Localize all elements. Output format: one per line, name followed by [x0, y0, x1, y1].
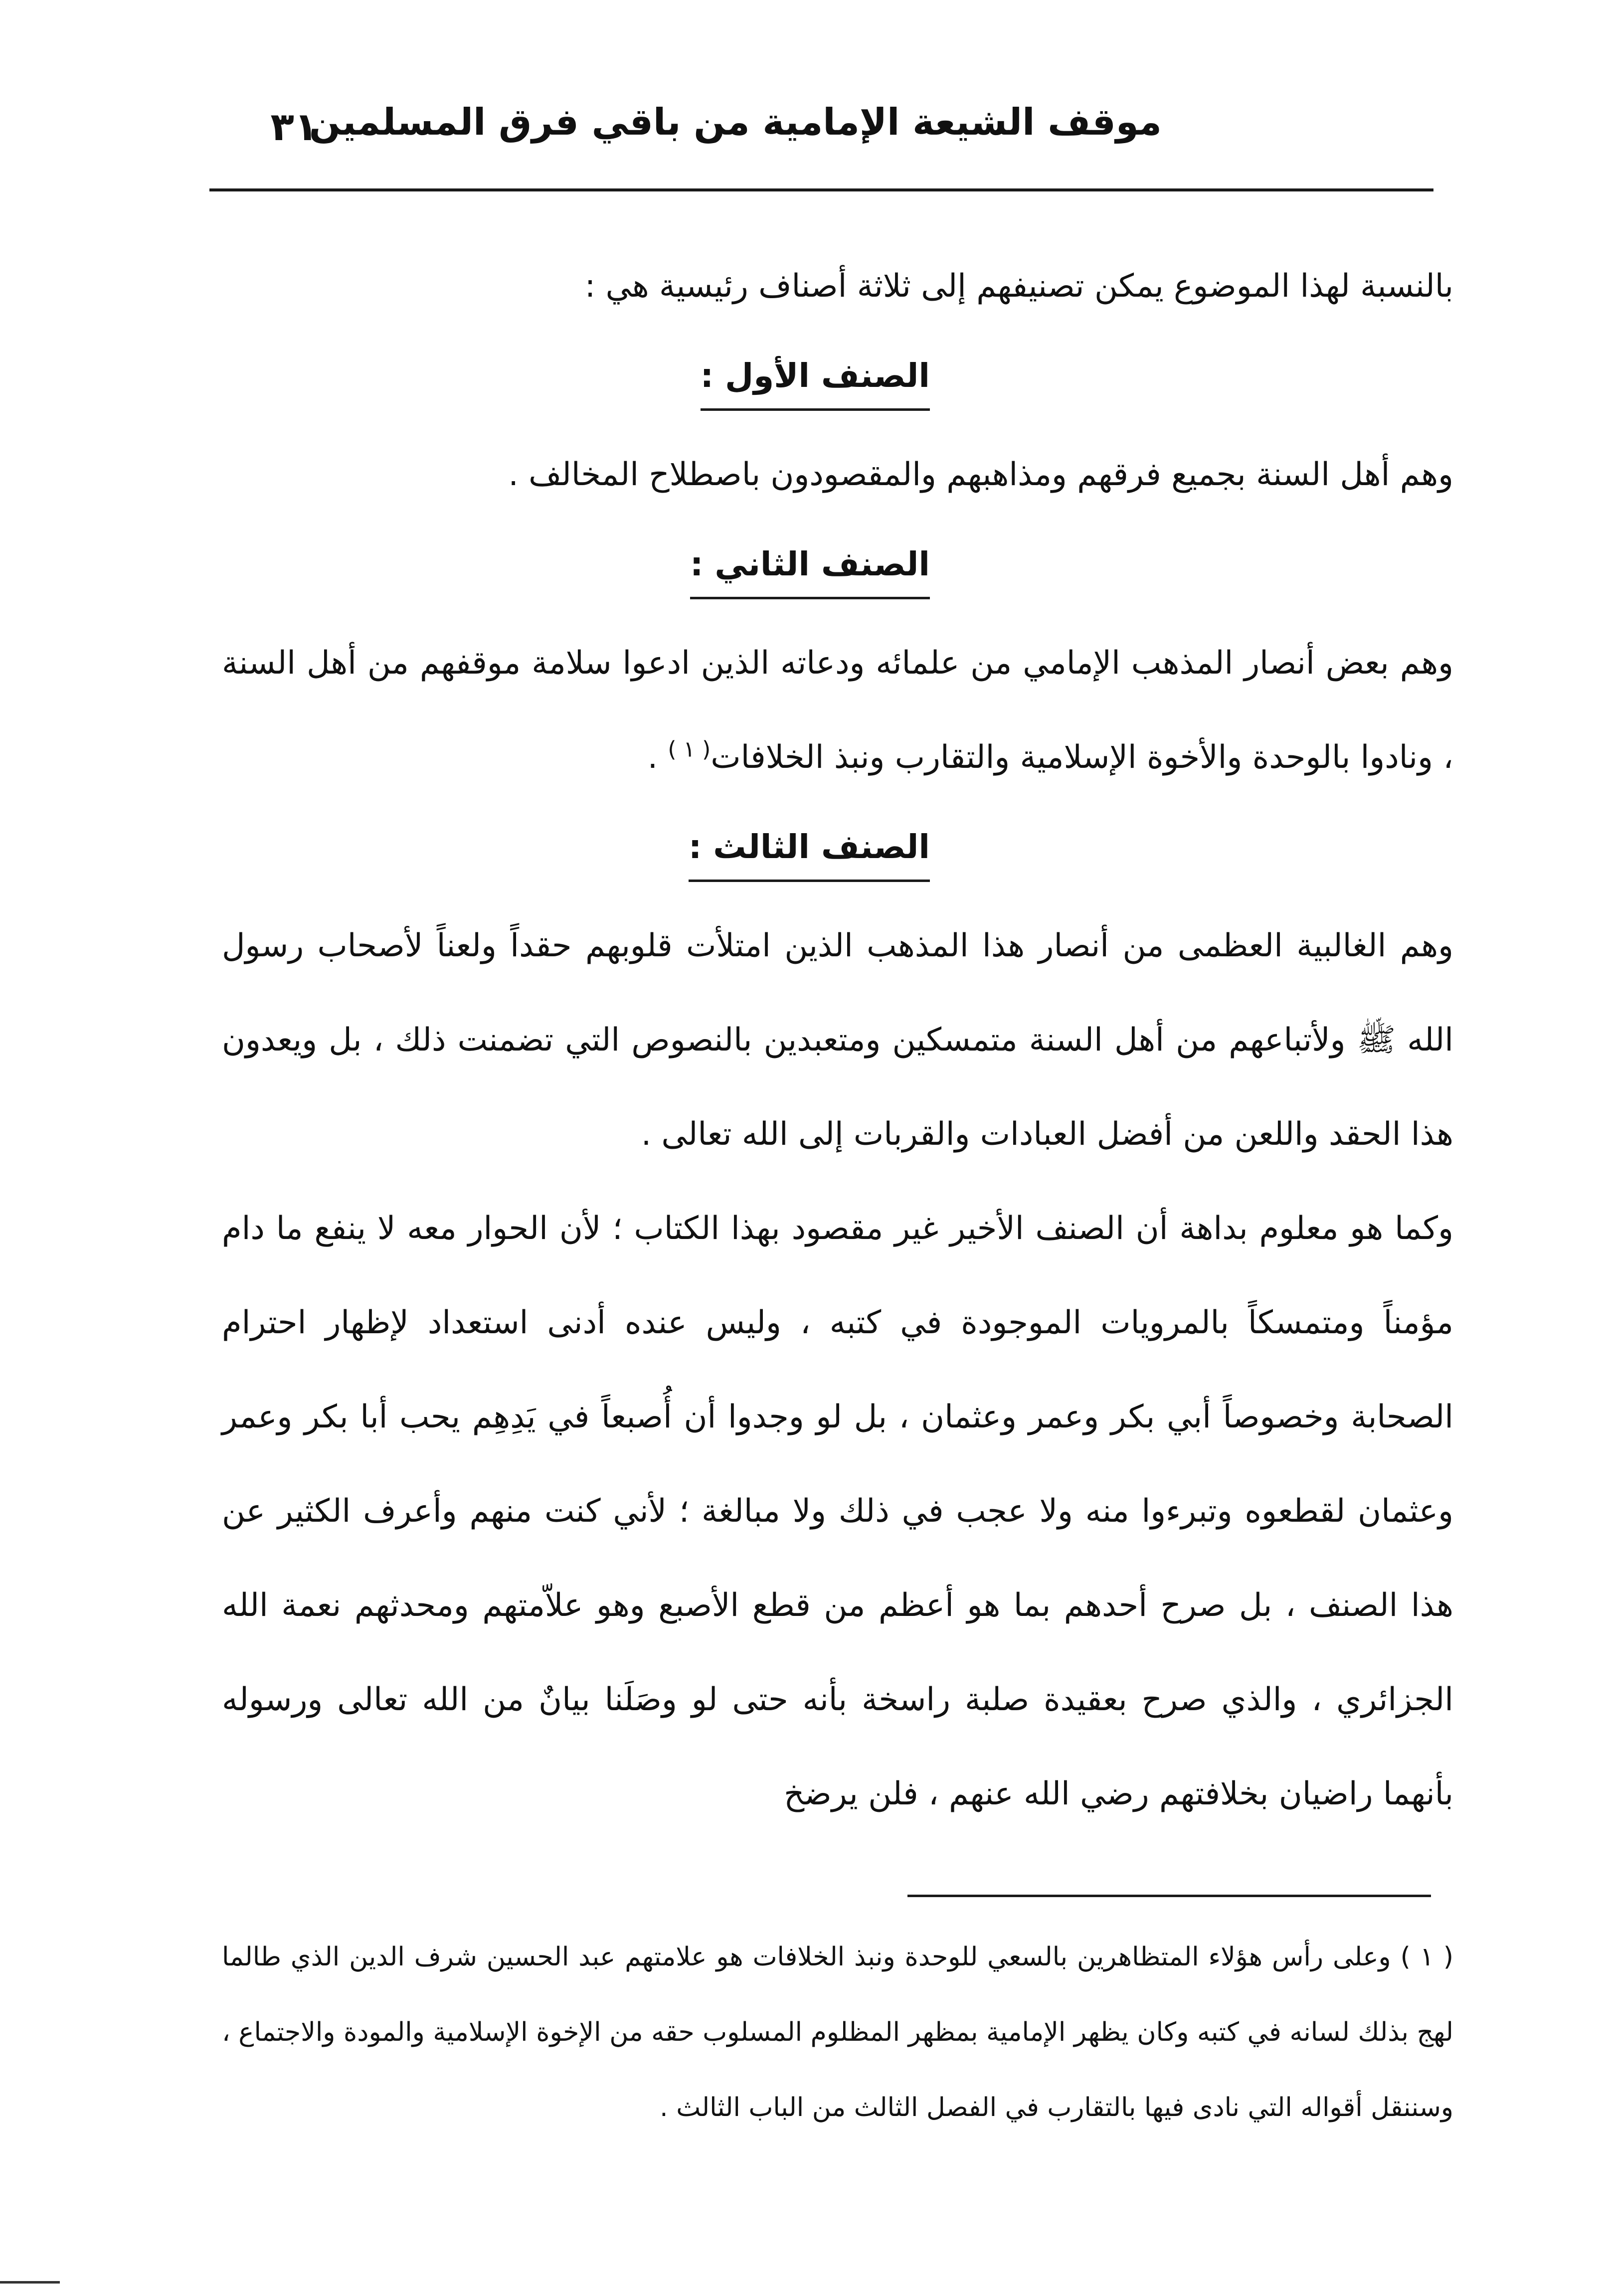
scan-edge-mark [0, 2281, 60, 2284]
section-heading-third: الصنف الثالث : [689, 815, 930, 882]
section-2-paragraph [222, 616, 1453, 805]
footnote-rule [907, 1895, 1431, 1897]
footnotes [222, 1920, 1453, 2145]
footnote-reference-1[interactable]: ( ١ ) [668, 736, 711, 762]
running-title: موقف الشيعة الإمامية من باقي فرق المسلمين [309, 101, 1162, 144]
closing-paragraph: وكما هو معلوم بداهة أن الصنف الأخير غير مقصود بهذا الكتاب ؛ لأن الحوار معه لا ينفع ما دام مؤمناً ومتمسكاً بالمرويات الموجودة في كتبه ، وليس عنده أدنى استعداد لإظهار احترام الصحابة وخصوصاً أبي بكر وعمر وعثمان ، بل لو وجدوا أن أُصبعاً في يَدِهِم يحب أبا بكر وعمر وعثمان لقطعوه وتبرءوا منه ولا عجب في ذلك ولا مبالغة ؛ لأني كنت منهم وأعرف الكثير عن هذا الصنف ، بل صرح أحدهم بما هو أعظم من قطع الأصبع وهو علاّمتهم ومحدثهم نعمة الله الجزائري ، والذي صرح بعقيدة صلبة راسخة بأنه حتى لو وصَلَنا بيانٌ من الله تعالى ورسوله بأنهما راضيان بخلافتهم رضي الله عنهم ، فلن يرضخ [222, 1210, 1453, 1812]
section-2-heading-row [222, 522, 1453, 616]
section-3-heading-row [222, 805, 1453, 899]
section-heading-second: الصنف الثاني : [690, 532, 930, 599]
main-text [222, 239, 1453, 1841]
section-2-text-end: . [647, 739, 668, 776]
section-1-paragraph: وهم أهل السنة بجميع فرقهم ومذاهبهم والمقصودون باصطلاح المخالف . [508, 456, 1453, 493]
section-heading-first: الصنف الأول : [701, 344, 930, 411]
footnote-1: ( ١ ) وعلى رأس هؤلاء المتظاهرين بالسعي للوحدة ونبذ الخلافات هو علامتهم عبد الحسين شرف الدين الذي طالما لهج بذلك لسانه في كتبه وكان يظهر الإمامية بمظهر المظلوم المسلوب حقه من الإخوة الإسلامية والمودة والاجتماع ، وسننقل أقواله التي نادى فيها بالتقارب في الفصل الثالث من الباب الثالث . [222, 1942, 1453, 2122]
page-number: ٣١ [270, 105, 318, 150]
header-rule [209, 188, 1433, 191]
section-1-heading-row [222, 334, 1453, 428]
section-2-text: وهم بعض أنصار المذهب الإمامي من علمائه ودعاته الذين ادعوا سلامة موقفهم من أهل السنة ، ونادوا بالوحدة والأخوة الإسلامية والتقارب ونبذ الخلافات [222, 645, 1453, 776]
intro-paragraph: بالنسبة لهذا الموضوع يمكن تصنيفهم إلى ثلاثة أصناف رئيسية هي : [584, 268, 1453, 305]
section-3-paragraph: وهم الغالبية العظمى من أنصار هذا المذهب الذين امتلأت قلوبهم حقداً ولعناً لأصحاب رسول الله ﷺ ولأتباعهم من أهل السنة متمسكين ومتعبدين بالنصوص التي تضمنت ذلك ، بل ويعدون هذا الحقد واللعن من أفضل العبادات والقربات إلى الله تعالى . [222, 927, 1453, 1153]
